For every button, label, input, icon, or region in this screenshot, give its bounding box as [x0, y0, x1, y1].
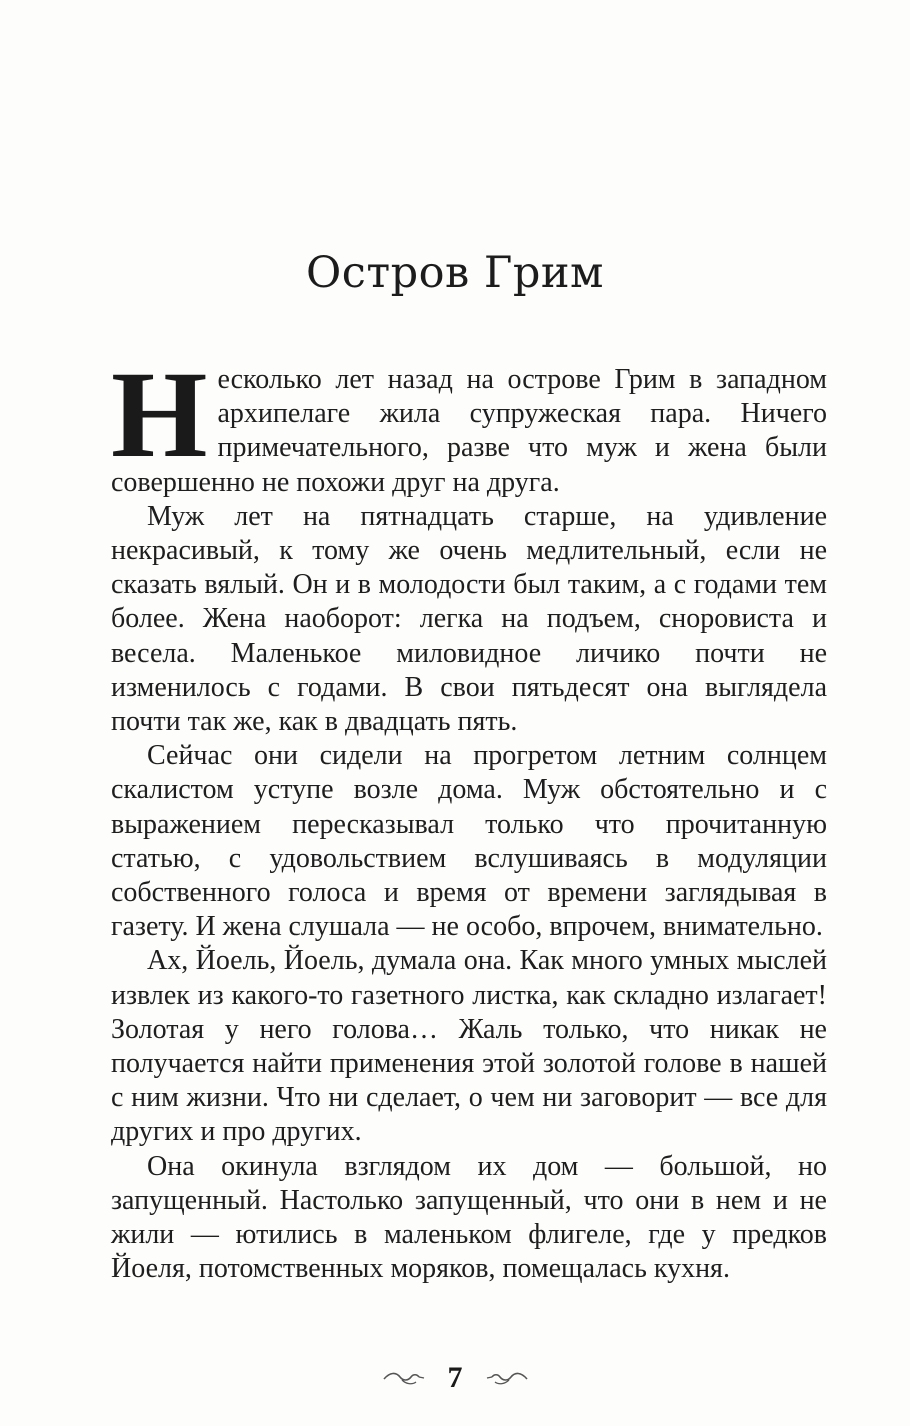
paragraph-1-text: есколько лет назад на острове Грим в западном архипелаге жила супружеская пара. Ничего примечательного, разве что муж и жена были совершенно не похожи друг на друга. — [111, 364, 827, 498]
paragraph-4: Ах, Йоель, Йоель, думала она. Как много умных мыслей извлек из какого-то газетного листка, как складно излагает! Золотая у него голова… Жаль только, что никак не получается найти применения этой золотой голове в нашей с ним жизни. Что ни сделает, о чем ни заговорит — все для других и про других. — [111, 945, 827, 1148]
paragraph-5: Она окинула взглядом их дом — большой, но запущенный. Настолько запущенный, что они в нем и не жили — ютились в маленьком флигеле, где у предков Йоеля, потомственных моряков, помещалась кухня. — [111, 1150, 827, 1285]
page-footer — [0, 1358, 910, 1398]
paragraph-3: Сейчас они сидели на прогретом летним солнцем скалистом уступе возле дома. Муж обстоятельно и с выражением пересказывал только что прочитанную статью, с удовольствием вслушиваясь в модуляции собственного голоса и время от времени заглядывая в газету. И жена слушала — не особо, впрочем, внимательно. — [111, 740, 827, 943]
flourish-left-icon — [382, 1368, 426, 1388]
page-number: 7 — [447, 1361, 463, 1394]
paragraph-2: Муж лет на пятнадцать старше, на удивление некрасивый, к тому же очень медлительный, если не сказать вялый. Он и в молодости был таким, а с годами тем более. Жена наоборот: легка на подъем, сноровиста и весела. Маленькое миловидное личико почти не изменилось с годами. В свои пятьдесят она выглядела почти так же, как в двадцать пять. — [111, 500, 827, 738]
flourish-right-icon — [485, 1368, 529, 1388]
drop-cap: Н — [111, 346, 208, 483]
chapter-title: Остров Грим — [305, 248, 605, 298]
chapter-text — [111, 346, 827, 1286]
paragraph-1 — [111, 346, 827, 500]
